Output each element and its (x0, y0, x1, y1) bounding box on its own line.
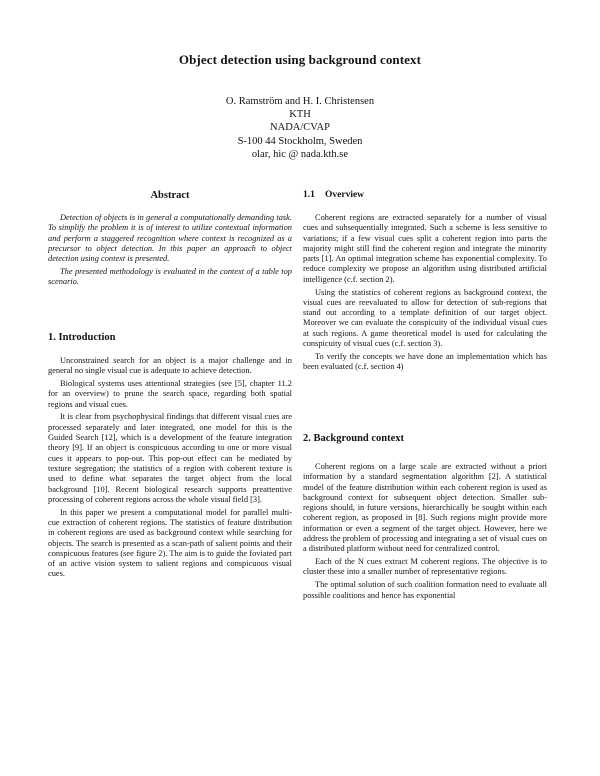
author-names: O. Ramström and H. I. Christensen (225, 96, 375, 107)
abstract-heading: Abstract (150, 190, 190, 201)
overview-title: Overview (325, 190, 365, 200)
background-paragraph: Each of the N cues extract M coherent regions. The objective is to cluster these into a smaller number of representative regions. (303, 557, 547, 577)
overview-paragraph: Coherent regions are extracted separately for a number of visual cues and subsequentially integrated. Such a scheme is less sensitive to variations; if a few visual cues split a coherent region into parts the majority might still find the coherent region and integrate the minority parts [1]. An optimal integration scheme has exponential complexity. To reduce complexity we propose an algorithm using distributed artificial intelligence (c.f. section 2). (303, 213, 547, 284)
background-paragraph: The optimal solution of such coalition formation need to evaluate all possible coalitions and hence has exponential (303, 580, 547, 600)
background-heading: 2. Background context (303, 433, 405, 444)
abstract-paragraph: The presented methodology is evaluated in the context of a table top scenario. (48, 266, 292, 287)
overview-paragraph: Using the statistics of coherent regions as background context, the visual cues are reevaluated to allow for detection of sub-regions that stand out according to a template definition of our target object. Moreover we can evaluate the conspicuity of the individual visual cues at such regions. A game theoretical model is used for calculating the conspicuity of visual cues (c.f. section 3). (303, 287, 547, 349)
overview-heading (303, 190, 364, 200)
overview-text (303, 213, 547, 375)
author-institution: KTH (289, 109, 311, 121)
abstract-text (48, 213, 292, 290)
author-email: olar, hic @ nada.kth.se (251, 148, 349, 160)
overview-paragraph: To verify the concepts we have done an implementation which has been evaluated (c.f. section 4) (303, 351, 547, 372)
intro-paragraph: It is clear from psychophysical findings that different visual cues are processed separately and later integrated, one model for this is the Guided Search [12], which is a development of the feature integration theory [9]. If an object is conspicuous according to one or more visual cues it appears to pop-out. This pop-out effect can be mediated by texture segregation; the statistics of a region with coherent texture is used to define what separates the target object from the local background [10]. Recent biological research supports preattentive processing of coherent regions across the whole visual field [3]. (48, 412, 292, 504)
background-paragraph: Coherent regions on a large scale are extracted without a priori information by a standard segmentation algorithm [2]. A statistical model of the feature distribution within each coherent region is used as background context for subsequent object detection. Smaller sub-regions should, in future versions, hierarchically be sought within each coherent region, as proposed in [8]. Such regions might provide more information or even a segment of the target object. However, here we address the problem of processing and integrating a set of visual cues on a distributed platform without need for centralized control. (303, 462, 547, 554)
author-block (0, 95, 600, 161)
intro-paragraph: Biological systems uses attentional strategies (see [5], chapter 11.2 for an overview) to prune the search space, regarding both spatial regions and visual cues. (48, 379, 292, 409)
intro-paragraph: In this paper we present a computational model for parallel multi-cue extraction of coherent regions. The statistics of feature distribution in coherent regions are used as background context while searching for objects. The search is presented as a scan-path of salient points and their conspicuous features (see figure 2). The aim is to guide the foviated part of an active vision system to salient regions and conspicuous visual cues. (48, 507, 292, 579)
introduction-heading: 1. Introduction (48, 332, 116, 343)
intro-paragraph: Unconstrained search for an object is a major challenge and in general no single visual cue is adequate to achieve detection. (48, 356, 292, 376)
introduction-text (48, 356, 292, 582)
paper-title: Object detection using background context (178, 52, 422, 67)
author-department: NADA/CVAP (270, 122, 330, 134)
overview-number: 1.1 (303, 190, 315, 200)
background-text (303, 462, 547, 603)
author-address: S-100 44 Stockholm, Sweden (237, 135, 363, 147)
abstract-paragraph: Detection of objects is in general a computationally demanding task. To simplify the problem it is of interest to utilize contextual information and perform a staggered recognition where context is recognized as a precursor to object detection. In this paper an approach to object detection using context is presented. (48, 213, 292, 264)
